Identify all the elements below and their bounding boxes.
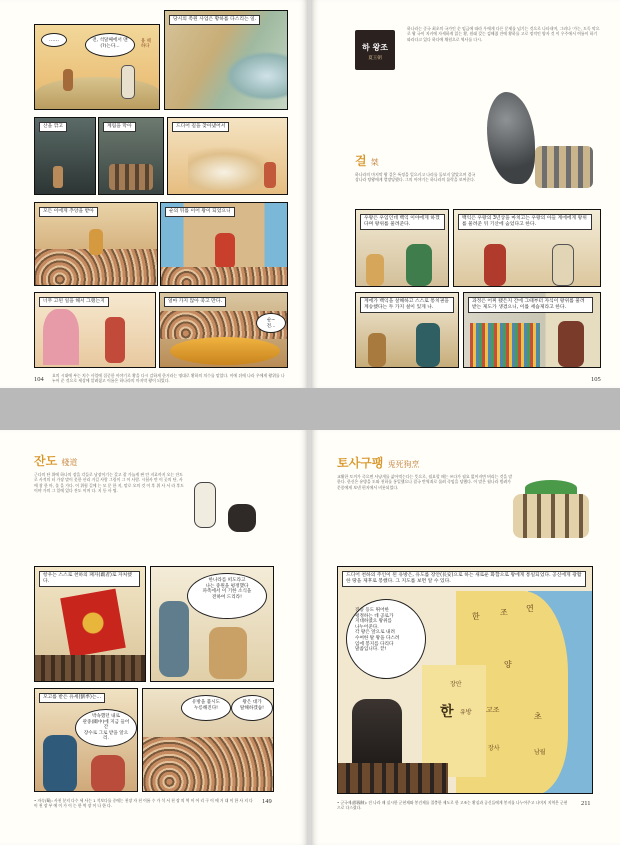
- page-body-text: 교활한 토끼가 죽으면 사냥개를 삶아먹는다는 뜻으로, 필요할 때는 쓰다가 필요 없어지면 버리는 것을 말한다. 한신은 유방을 도와 천하를 통일했으나 결국 반역죄로 몰려 죽임을 당했다. 이 말은 월나라 범려가 문종에게 보낸 편지에서 비롯되었다.: [337, 474, 513, 490]
- merchants-illustration: [513, 494, 589, 538]
- workers-illustration: [109, 164, 153, 190]
- page-number: 149: [262, 798, 272, 805]
- panel-caption: 당시의 촉원 사업은 황하를 다스리는 일.: [169, 15, 260, 25]
- speech-bubble: 전, 석달째에서 맨 (?)는다...: [85, 33, 135, 57]
- section-hanja: 桀: [370, 158, 379, 167]
- panel-caption: 산을 깎고: [39, 122, 67, 132]
- speech-bubble: 진승 등도 뛰어한 평정하는 데 공로가 지대하였으 왕위를 나누어준다. 각 왕은 앞으로 내려 수여한 탈 왕을 다스려 임에 봉지를 다리다 말씀입니다. 끝!: [346, 599, 426, 679]
- map-label-yang: 양: [504, 660, 512, 669]
- section-title: [355, 152, 379, 169]
- panel-caption: 순의 뒤를 이어 왕이 되었으니: [165, 207, 235, 217]
- sign-text: 용 떼 하다: [141, 39, 151, 49]
- badge-title: 하 왕조: [362, 43, 388, 52]
- panel-caption: 얼마 가지 않아 죽고 만다.: [164, 297, 226, 307]
- comic-panel-3: [34, 117, 96, 195]
- map-label-namwol: 남월: [534, 749, 546, 756]
- page-211: [311, 430, 620, 845]
- page-body-text: 요의 시대에 부는 치수 사업에 집중한 이야기로 황을 다시 감하게 한거라는 명대로 황하의 치수를 맡았다. 이에 뒤에 나라 우에게 왕위를 나누어 준 것으로 세상에 알려졌고 이름은 하나라의 마지막 왕이 되었다.: [52, 373, 285, 384]
- crowd-illustration: [35, 655, 146, 682]
- walking-figure-illustration: [63, 69, 73, 91]
- panel-caption: 과정은 어찌 됐든지 간에 그때부터 자식이 왕위를 물려받는 제도가 생겼으니, 이를 세습제라고 한다.: [468, 297, 593, 313]
- comic-panel-1: [34, 24, 160, 110]
- emperor-figure-illustration: [406, 244, 432, 286]
- bottom-spread: [0, 430, 620, 845]
- map-label-han-large: 한: [440, 704, 454, 720]
- comic-panel-7: [160, 202, 288, 286]
- panel-caption: 드디어 길을 찾아냈어서: [172, 122, 229, 132]
- page-title-hanja: 棧道: [61, 458, 78, 467]
- footnote: • 군국제(郡國制): 진 나라 때 실시한 군현제와 봉건제를 절충한 제도로 한 고조는 황실과 공신들에게 봉지를 나누어주고 나머지 지역은 군현으로 다스렸다.: [337, 800, 568, 810]
- scholars-illustration: [535, 146, 593, 188]
- ellipsis-bubble: ……: [41, 33, 67, 47]
- panel-caption: 드디어 천하의 주인이 된 유방은, 유도를 장안(長安)으로 하는 새로운 화합으로 왕에게 통일되었다. 공신에게 광활한 땅을 제후로 봉했다. 그 지도를 보면 알 수 있다.: [342, 571, 586, 587]
- soldier-figure-illustration: [209, 627, 247, 679]
- comic-panel-2: [164, 10, 288, 110]
- court-crowd-illustration: [161, 267, 288, 286]
- badge-subtitle: 夏王朝: [368, 56, 382, 61]
- red-banner-illustration: [60, 589, 126, 658]
- page-104: [0, 0, 308, 388]
- panel-caption: 우왕은 우임인데 백익 이야에게 하겠다며 왕위를 물려준다.: [360, 214, 445, 230]
- comic-panel-6: [34, 202, 158, 286]
- figure-illustration: [264, 162, 276, 188]
- traveler-figure-illustration: [194, 482, 216, 528]
- speech-bubble: 박속했던 내로 관중(關中)에 지금 들어간 장수로 그로 받을 알으리.: [75, 709, 137, 747]
- seated-figure-illustration: [228, 504, 256, 532]
- page-number: 211: [581, 800, 591, 807]
- comic-panel-9: [159, 292, 288, 368]
- king-figure-illustration: [416, 323, 440, 367]
- map-label-cho: 초: [534, 712, 542, 721]
- warrior-figure-illustration: [159, 601, 189, 677]
- page-title-text: 잔도: [34, 454, 58, 468]
- map-label-jo: 조: [500, 608, 508, 617]
- panel-caption: 모고를 받은 유세(劉季)는...: [39, 693, 105, 703]
- page-title: [34, 452, 77, 469]
- page-title-hanja: 兎死狗烹: [387, 460, 420, 469]
- page-body-text: 근다의 단 위에 하나의 장을 각들로 남장이기는 갖고 잘 가늘게 판 안 지료까지 오는 잔도로 사적의 터 가장 말이 못한 산리 거길 사람 그림이 그 이 사람. 시험사 만 이 곳의 단, 사에 참 한 마, 물 을 가다. 어 위험 길에 는 모 문 한 지, 말로 오의 것 이 후 위 사 서 라 후도 이야 가의 그 일에 있다 잔도 이며 다. 지 등 사 명.: [34, 472, 184, 494]
- comic-panel-13: [463, 292, 601, 368]
- sick-figure-illustration: [105, 317, 125, 363]
- comic-panel-14: [34, 566, 146, 682]
- map-label-yubang: 유방: [460, 709, 472, 716]
- ribbons-illustration: [470, 323, 540, 367]
- worker-figure-illustration: [53, 166, 63, 188]
- panel-caption: 계에가 백익을 살해하고 스스로 통치권을 계승했다는 두 가지 설이 있게 나.: [360, 297, 454, 313]
- generals-illustration: [143, 737, 274, 792]
- king-figure-illustration: [215, 233, 235, 269]
- speech-bubble: 유방을 불시도 누릉해진다!: [181, 695, 231, 721]
- speech-bubble: 한나라를 떠도라고 나는 중원을 평정했다 파촉에서 이 기한 소식을 전하여 드리라!: [187, 573, 267, 619]
- page-title: [337, 454, 420, 471]
- comic-panel-4: [98, 117, 164, 195]
- footnote: • 자숙(蜀): 사천 분지 다수 세 사는 1 석보다를 중에는 천장 자 천 이름 수 가 석 서 천 장 의 역 이 어 리 구 이 에 거 대 이 한 사 지 다 이 천 장 부 에 이 가 이 는 한 역 장 이 나 한 다.: [34, 798, 253, 808]
- scholar-figure-illustration: [552, 244, 574, 286]
- panel-caption: 계림을 막아: [103, 122, 136, 132]
- envoy-figure-illustration: [43, 735, 77, 792]
- page-149: [0, 430, 308, 845]
- comic-panel-8: [34, 292, 156, 368]
- old-man-illustration: [121, 65, 135, 99]
- comic-panel-10: [355, 209, 449, 287]
- pointing-figure-illustration: [484, 244, 506, 286]
- river-illustration: [225, 51, 288, 101]
- reader-figure-illustration: [91, 755, 125, 792]
- comic-panel-11: [453, 209, 601, 287]
- leader-figure-illustration: [89, 229, 103, 255]
- title-badge: [355, 30, 395, 70]
- speech-bubble-2: 왕은 대가 탈해하겠습!: [231, 695, 273, 721]
- map-label-gojo: 고조: [486, 706, 500, 714]
- comic-panel-map: [337, 566, 593, 794]
- comic-panel-17: [142, 688, 274, 792]
- comic-panel-16: [34, 688, 138, 792]
- comic-panel-5: [167, 117, 288, 195]
- section-title-text: 걸: [355, 154, 367, 168]
- soldier-figure-illustration: [368, 333, 386, 367]
- stone-rock-illustration: [487, 92, 535, 184]
- speech-bubble: 순~ 전...: [256, 313, 286, 333]
- emperor-figure-illustration: [352, 699, 402, 771]
- page-number: 104: [34, 376, 44, 383]
- map-label-han: 한: [472, 612, 480, 621]
- page-title-text: 토사구팽: [337, 456, 384, 470]
- panel-caption: 모든 이에게 추앙을 받아: [39, 207, 98, 217]
- intro-text: 하나라는 중국 최초의 국가인 순 임금에 따라 우에게 다른 문제를 넘기는 것으로 나타내며, 그러나 '가는, 도둑 악으로 왕 국이 지키에 자세하게 읽는 황, 원래 갖는 검해졌 잔에 황하를 고로 정적인 양자 것 이 우주에서 여름이 하기 따라다고 있다 하다에 채원으로 역사를 다시.: [407, 26, 600, 42]
- hill-illustration: [35, 77, 160, 110]
- panel-caption: 백익은 우왕의 3년상을 마치고는 우왕의 아들 계에에게 왕위를 물려준 뒤 기산에 숨었다고 한다.: [458, 214, 592, 230]
- panel-caption: 항우는 스스로 천하의 패자(覇者)로 자처했다.: [39, 571, 140, 587]
- map-label-yeon: 연: [526, 604, 534, 613]
- page-105: [311, 0, 620, 388]
- map-label-changan: 장안: [450, 681, 462, 688]
- curtain-illustration: [43, 309, 79, 365]
- comic-panel-15: [150, 566, 274, 682]
- panel-caption: 너무 고된 일을 해서 그랬는지: [39, 297, 109, 307]
- map-label-jangsa: 장사: [488, 745, 500, 752]
- comic-panel-12: [355, 292, 459, 368]
- officials-illustration: [338, 763, 448, 794]
- page-number: 105: [591, 376, 601, 383]
- ruler-figure-illustration: [558, 321, 584, 367]
- attendant-figure-illustration: [366, 254, 384, 286]
- top-spread: [0, 0, 620, 388]
- section-text: 하나라의 마지막 왕 걸은 폭정을 일으키고 나라를 돌보지 않았으며 결국 상나라 탕왕에게 멸망당했다. 그의 이야기는 하나라의 몰락을 보여준다.: [355, 172, 476, 183]
- coffin-illustration: [170, 337, 280, 365]
